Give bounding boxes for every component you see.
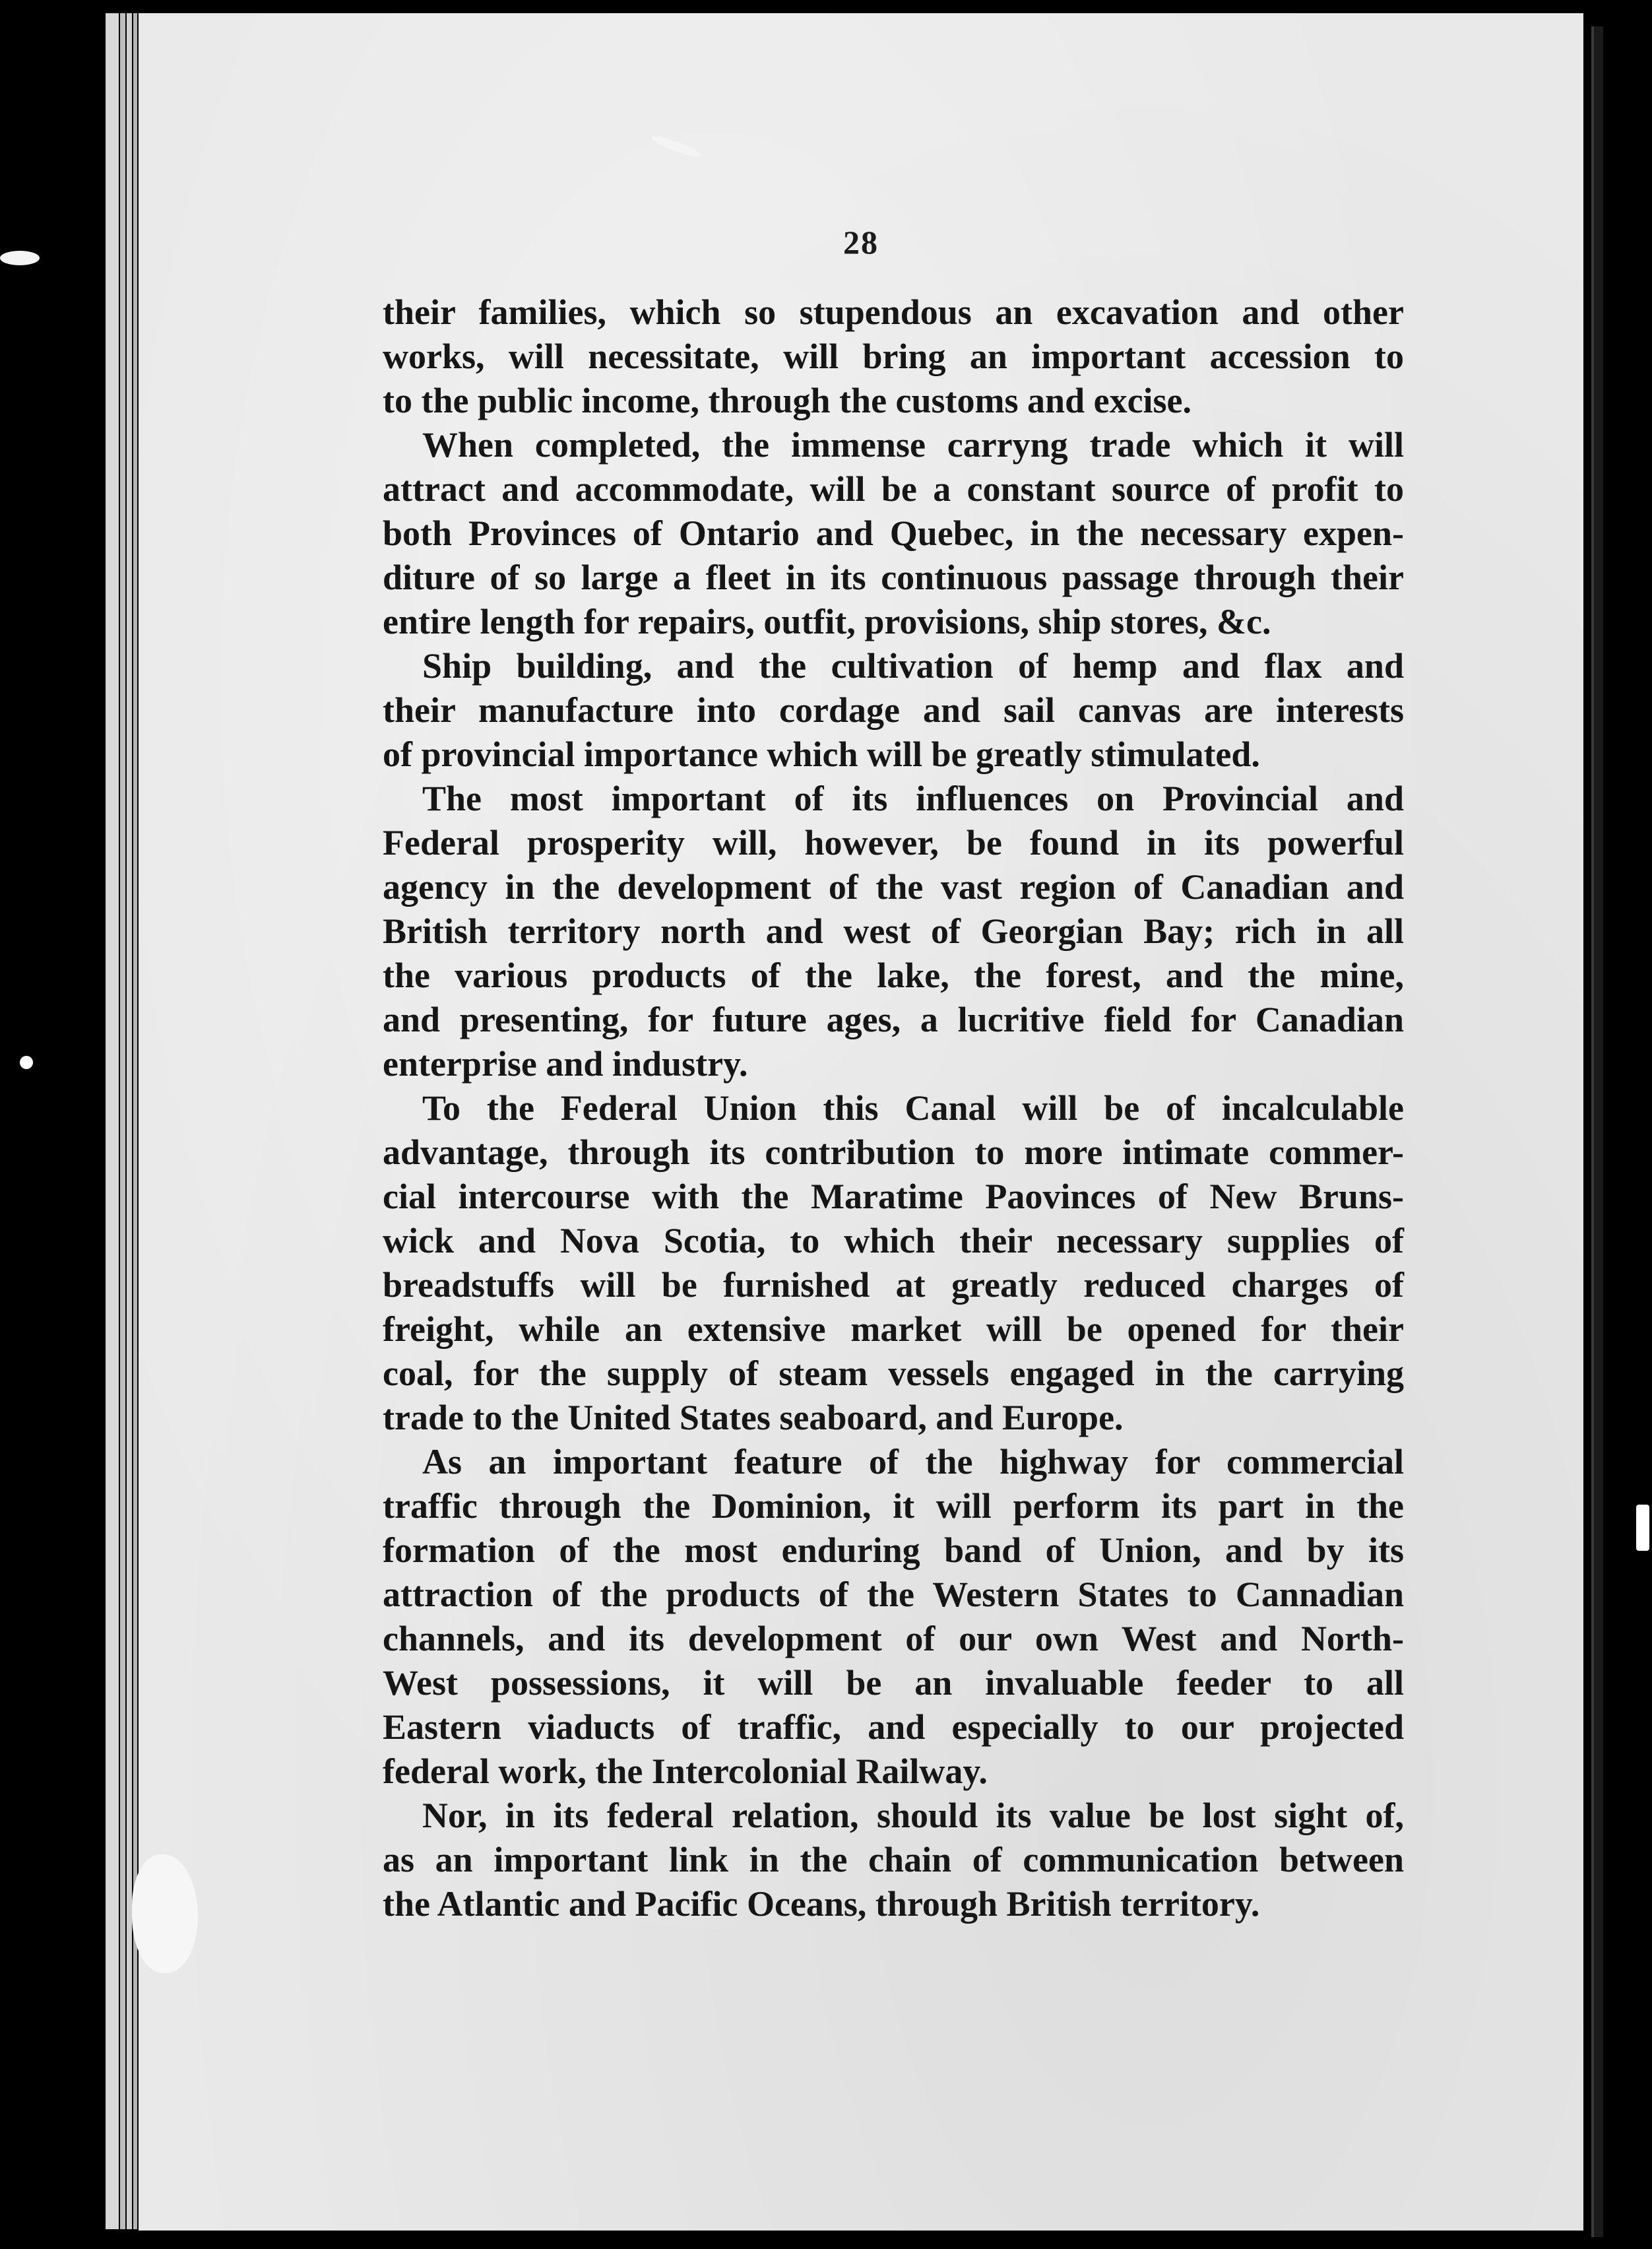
- text-line: enterprise and industry.: [383, 1044, 748, 1084]
- text-line: and presenting, for future ages, a lucritive field for Canadian: [383, 1000, 1404, 1039]
- text-line: West possessions, it will be an invaluable feeder to all: [383, 1663, 1404, 1703]
- text-line: When completed, the immense carryng trade which it will: [422, 425, 1404, 465]
- body-text: [383, 290, 1404, 1926]
- text-line: their manufacture into cordage and sail canvas are interests: [383, 690, 1404, 730]
- text-line: Federal prosperity will, however, be found in its powerful: [383, 823, 1404, 863]
- text-line: cial intercourse with the Maratime Paovinces of New Bruns-: [383, 1177, 1404, 1216]
- text-line: wick and Nova Scotia, to which their necessary supplies of: [383, 1221, 1404, 1260]
- text-line: freight, while an extensive market will be opened for their: [383, 1309, 1404, 1349]
- text-line: advantage, through its contribution to more intimate commer-: [383, 1132, 1404, 1172]
- paragraph: [383, 290, 1404, 423]
- text-line: of provincial importance which will be greatly stimulated.: [383, 734, 1260, 774]
- text-line: the Atlantic and Pacific Oceans, through British territory.: [383, 1884, 1260, 1924]
- text-line: Nor, in its federal relation, should its value be lost sight of,: [422, 1796, 1404, 1835]
- text-line: channels, and its development of our own West and North-: [383, 1619, 1404, 1658]
- text-line: works, will necessitate, will bring an important accession to: [383, 337, 1404, 376]
- page-gutter: [1591, 26, 1603, 2237]
- paragraph: [383, 423, 1404, 644]
- text-line: To the Federal Union this Canal will be of incalculable: [422, 1088, 1404, 1128]
- paragraph: [383, 644, 1404, 777]
- text-line: the various products of the lake, the forest, and the mine,: [383, 956, 1404, 995]
- page-edge: [120, 13, 125, 2229]
- text-line: their families, which so stupendous an excavation and other: [383, 292, 1404, 332]
- paragraph: [383, 777, 1404, 1086]
- paragraph: [383, 1440, 1404, 1794]
- text-line: Ship building, and the cultivation of hemp and flax and: [422, 646, 1404, 686]
- text-line: entire length for repairs, outfit, provisions, ship stores, &c.: [383, 602, 1271, 641]
- page-edge: [127, 13, 132, 2229]
- text-line: formation of the most enduring band of Union, and by its: [383, 1530, 1404, 1570]
- text-line: Eastern viaducts of traffic, and especially to our projected: [383, 1707, 1404, 1747]
- text-line: agency in the development of the vast region of Canadian and: [383, 867, 1404, 907]
- text-line: As an important feature of the highway for commercial: [422, 1442, 1404, 1482]
- paragraph: [383, 1794, 1404, 1926]
- text-line: as an important link in the chain of communication between: [383, 1840, 1404, 1879]
- page-edge: [106, 13, 119, 2229]
- text-line: coal, for the supply of steam vessels engaged in the carrying: [383, 1353, 1404, 1393]
- scan-speck: [20, 1056, 33, 1069]
- text-line: trade to the United States seaboard, and Europe.: [383, 1398, 1124, 1437]
- scan-speck: [0, 251, 40, 265]
- text-line: federal work, the Intercolonial Railway.: [383, 1751, 988, 1791]
- text-line: traffic through the Dominion, it will perform its part in the: [383, 1486, 1404, 1526]
- text-line: attract and accommodate, will be a constant source of profit to: [383, 469, 1404, 509]
- scan-speck: [1636, 1505, 1649, 1551]
- text-line: breadstuffs will be furnished at greatly reduced charges of: [383, 1265, 1404, 1305]
- text-line: The most important of its influences on Provincial and: [422, 779, 1404, 818]
- text-line: to the public income, through the customs and excise.: [383, 381, 1192, 420]
- page-number: 28: [843, 224, 879, 261]
- text-line: attraction of the products of the Western States to Cannadian: [383, 1575, 1404, 1614]
- text-line: both Provinces of Ontario and Quebec, in the necessary expen-: [383, 513, 1404, 553]
- paragraph: [383, 1086, 1404, 1440]
- text-line: diture of so large a fleet in its continuous passage through their: [383, 558, 1404, 597]
- text-line: British territory north and west of Georgian Bay; rich in all: [383, 911, 1404, 951]
